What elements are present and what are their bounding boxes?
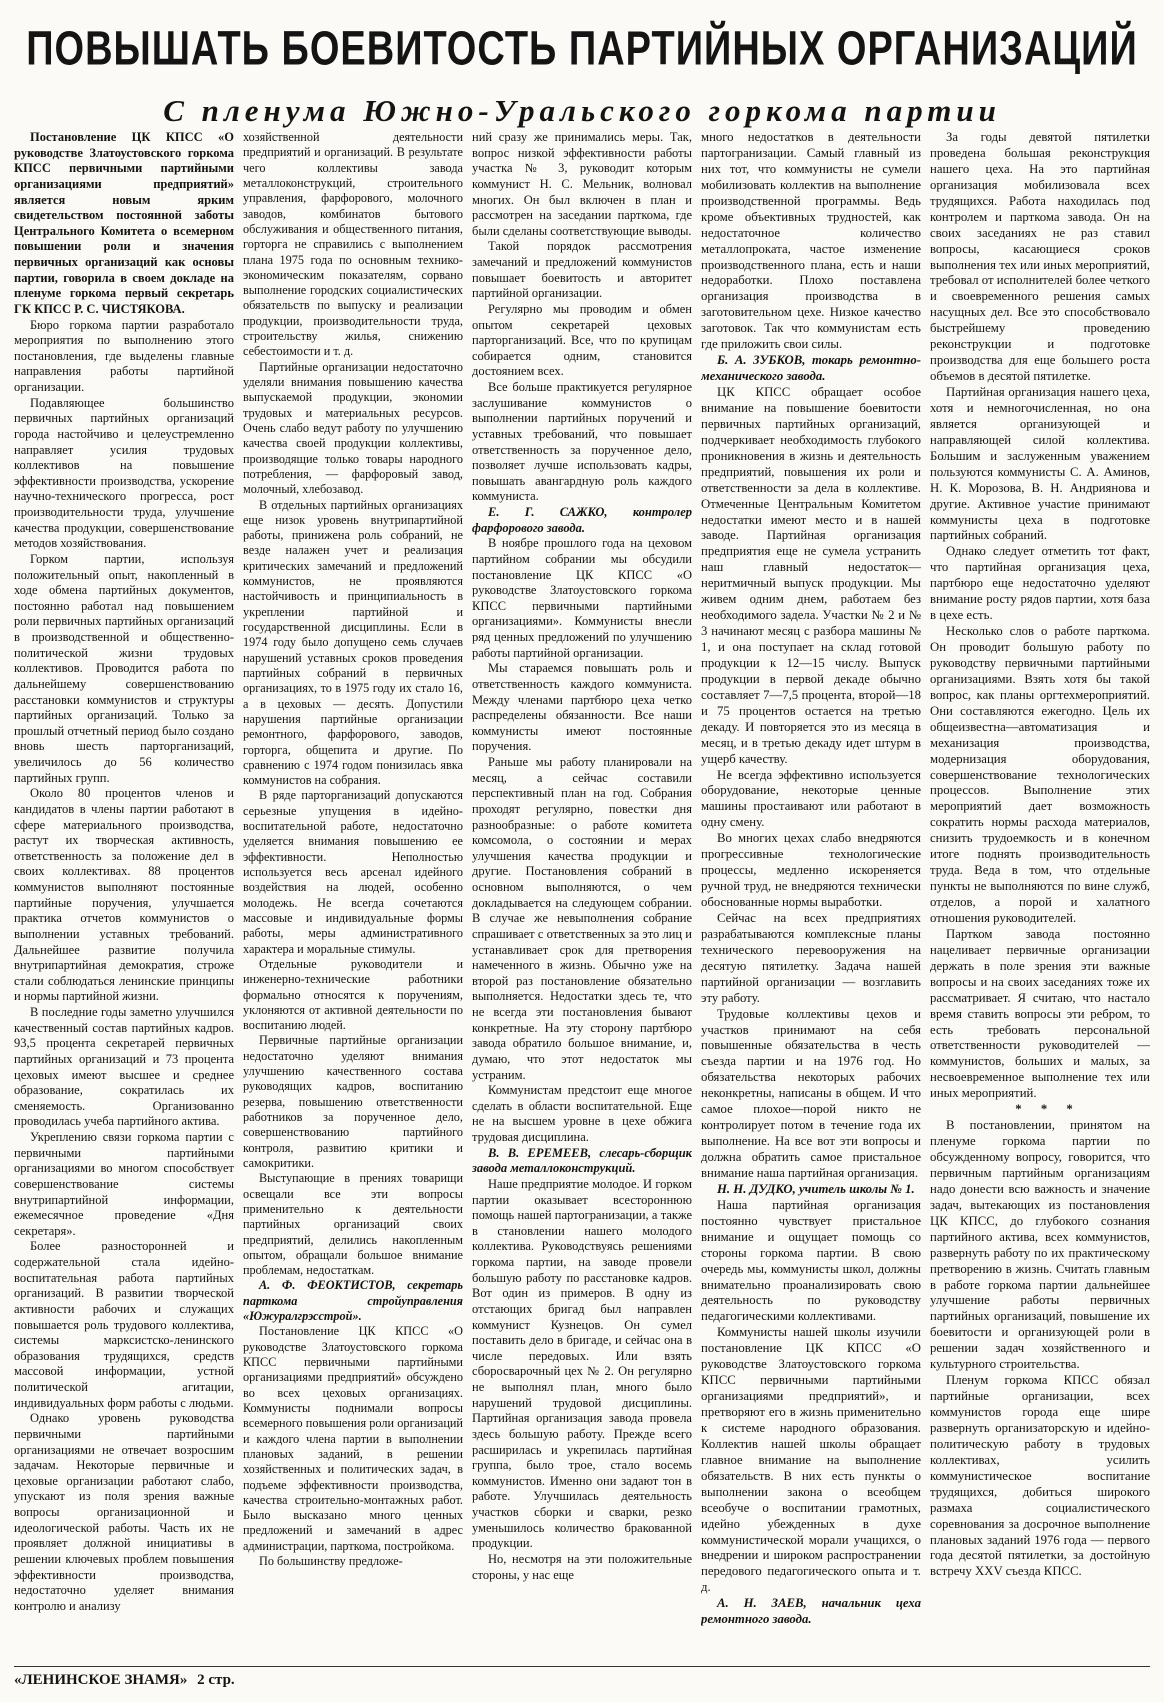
article-paragraph: Бюро горкома партии разработало мероприятия по выполнению этого постановления, где выделены главные направления работы партийной организации. [14,317,234,394]
article-paragraph: Около 80 процентов членов и кандидатов в члены партии работают в сфере материального производства, растут их творческая активность, ответственность за положение дел в своих коллективах. 88 процентов коммунистов выполняют постоянные партийные поручения, улучшается практика отчетов коммунистов о выполнении уставных требований. Дальнейшее развитие получила внутрипартийная демократия, строже стали соблюдаться ленинские принципы и нормы партийной жизни. [14,786,234,1004]
article-paragraph: много недостатков в деятельности партогранизации. Самый главный из них тот, что коммунисты не сумели мобилизовать коллектив на выполнение производственной программы. Ведь кроме объективных трудностей, как недостаточное количество металлопроката, частое изменение производственного плана, есть и наши недоработки. Плохо поставлена организация производства в заготовительном цехе. Низкое качество заготовок. Так что коммунистам есть где приложить свои силы. [701,130,921,352]
speaker-signature: Е. Г. САЖКО, контролер фарфорового завода. [472,505,692,535]
article-paragraph: Укреплению связи горкома партии с первичными партийными организациями во многом способствует совершенствование системы внутрипартийной информации, ежемесячное проведение «Дня секретаря». [14,1130,234,1238]
article-paragraph: В постановлении, принятом на пленуме горкома партии по обсужденному вопросу, говорится, что первичным партийным организациям надо донести всю важность и значение задач, вытекающих из постановления ЦК КПСС, до глубокого сознания партийного актива, всех коммунистов, развернуть работу по их практическому претворению в жизнь. Считать главным в работе горкома партии дальнейшее улучшение работы первичных партийных организаций, повышение их боевитости и организующей роли в решении задач хозяйственного и культурного строительства. [930,1118,1150,1372]
article-paragraph: Коммунистам предстоит еще многое сделать в области воспитательной. Еще не на высшем уровне в цехе обжига трудовая дисциплина. [472,1083,692,1144]
article-paragraph: Мы стараемся повышать роль и ответственность каждого коммуниста. Между членами партбюро цеха четко распределены обязанности. Все наши коммунисты имеют постоянные поручения. [472,661,692,754]
article-paragraph: В ноябре прошлого года на цеховом партийном собрании мы обсудили постановление ЦК КПСС «О руководстве Златоустовского горкома КПСС первичными партийными организациями». Коммунисты внесли ряд ценных предложений по улучшению работы партийной организации. [472,536,692,660]
article-paragraph: За годы девятой пятилетки проведена большая реконструкция нашего цеха. На это партийная организация мобилизовала всех трудящихся. Работа находилась под контролем и парткома завода. Он на своих заседаниях не раз ставил вопросы, касающиеся сроков выполнения тех или иных мероприятий, требовал от исполнителей более четкого и своевременного решения самых насущных дел. Все это способствовало быстрейшему проведению реконструкции и подготовке производства для еще большего роста объемов в десятой пятилетке. [930,130,1150,384]
speaker-signature: А. Ф. ФЕОКТИСТОВ, секретарь парткома стройуправления «Южуралгрэсстрой». [243,1278,463,1324]
article-paragraph: Во многих цехах слабо внедряются прогрессивные технологические процессы, медленно искореняется ручной труд, не внедряются технически обоснованные нормы выработки. [701,831,921,909]
article-paragraph: хозяйственной деятельности предприятий и организаций. В результате чего коллективы завода металлоконструкций, строительного управления, фарфорового, молочного заводов, комбинатов бытового обслуживания и общественного питания, горторга не справились с выполнением плана 1975 года по основным технико-экономическим показателям, сорвано выполнение городских социалистических обязательств по выпуску и реализации продукции, производительности труда, строительству жилья, снижению себестоимости и т. д. [243,130,463,359]
article-paragraph: По большинству предложе- [259,1554,403,1569]
subheadline: С пленума Южно-Уральского горкома партии [163,93,1001,128]
article-columns [14,130,1150,1656]
article-paragraph: В ряде парторганизаций допускаются серьезные упущения в идейно-воспитательной работе, недостаточно уделяется внимания повышению ее эффективности. Неполностью используется весь арсенал идейного воздействия на людей, особенно молодежь. Не всегда сочетаются массовые и индивидуальные формы работы, меры административного характера и моральные стимулы. [243,788,463,956]
column-3 [472,130,692,1656]
newspaper-name: «ЛЕНИНСКОЕ ЗНАМЯ» [14,1672,188,1688]
article-paragraph: Раньше мы работу планировали на месяц, а сейчас составили перспективный план на год. Собрания проходят регулярно, повестки дня разнообразные: о работе комитета комсомола, о состоянии и мерах улучшения качества продукции и другие. Постановления собраний в основном выполняются, о чем докладывается на следующем собрании. В случае же невыполнения собрание спрашивает с ответственных за это лиц и устанавливает срок для претворения намеченного в жизнь. Обычно уже на второй раз постановление обязательно выполняется. Недостатки здесь те, что не всегда эти постановления бывают конкретные. На эту сторону партбюро завода обратило большое внимание, и, думаю, что этот недостаток мы устраним. [472,755,692,1082]
column-4 [701,130,921,1656]
column-5 [930,130,1150,1656]
article-paragraph: Пленум горкома КПСС обязал партийные организации, всех коммунистов города еще шире развернуть организаторскую и идейно-политическую работу в трудовых коллективах, усилить коммунистическое воспитание трудящихся, добиться широкого размаха социалистического соревнования за досрочное выполнение плановых заданий 1976 года — первого года десятой пятилетки, за достойную встречу XXV съезда КПСС. [930,1373,1150,1579]
speaker-signature: Н. Н. ДУДКО, учитель школы № 1. [717,1181,915,1196]
section-divider: * * * [1015,1102,1081,1117]
page-number: 2 стр. [197,1672,235,1688]
article-paragraph: Выступающие в прениях товарищи освещали все эти вопросы применительно к деятельности партийных организаций своих предприятий, делились накопленным опытом, обращали большое внимание проблемам, недостаткам. [243,1171,463,1278]
article-paragraph: Несколько слов о работе парткома. Он проводит большую работу по руководству первичными партийными организациями. Взять хотя бы такой вопрос, как планы оргтехмероприятий. Они составляются ежегодно. Цель их общеизвестна—автоматизация и механизация производства, модернизация оборудования, совершенствование технологических процессов. Выполнение этих мероприятий дает возможность сократить нормы расхода материалов, снизить трудоемкость и в конечном итоге поднять производительность труда. Веда в том, что отдельные пункты не выполняются по вине служб, отделов, а порой и халатного отношения руководителей. [930,624,1150,925]
article-paragraph: Не всегда эффективно используется оборудование, некоторые ценные машины простаивают или работают в одну смену. [701,767,921,830]
article-paragraph: Наше предприятие молодое. И горком партии оказывает всестороннюю помощь нашей партогранизации, а также в становлении нашего молодого коллектива. Руководствуясь решениями горкома партии, на заводе провели большую работу по расстановке кадров. Вот один из примеров. В одну из отстающих бригад был направлен коммунист Кузнецов. Он сумел поставить дело в бригаде, и сейчас она в числе передовых. Или взять сборосварочный цех № 2. Он регулярно не выполнял план, много было нарушений трудовой дисциплины. Партийная организация завода провела здесь большую работу. Прежде всего расширилась и укрепилась партийная группа, было трое, стало восемь коммунистов. Именно они задают тон в работе. Улучшилась деятельность участков сборки и сварки, резко уменьшилось количество бракованной продукции. [472,1176,692,1551]
article-paragraph: Более разносторонней и содержательной стала идейно-воспитательная работа партийных организаций. В развитии творческой активности рабочих и служащих повышается роль трудового коллектива, системы марксистско-ленинского образования трудящихся, средств массовой информации, устной политической агитации, индивидуальных форм работы с людьми. [14,1239,234,1410]
article-paragraph: ЦК КПСС обращает особое внимание на повышение боевитости первичных партийных организаций, подчеркивает необходимость глубокого проникновения в жизнь и деятельность предприятий, повышения их роли и ответственности за дела в коллективе. Отмеченные Центральным Комитетом недостатки имеют место и в нашей заводе. Партийная организация предприятия еще не сумела устранить наш главный недостаток—неритмичный выпуск продукции. Мы живем одним днем, работаем без необходимого задела. Участки № 2 и № 3 начинают месяц с разбора машины № 1, и она поступает на склад готовой продукции к 12—15 числу. Выпуск продукции в первой декаде обычно составляет 7—7,5 процента, второй—18 и 75 процентов остается на третью декаду. И повторяется это из месяца в месяц, и в третью декаду идет штурм в ущерб качеству. [701,385,921,766]
page-footer [14,1666,1150,1697]
article-paragraph: Партком завода постоянно нацеливает первичные организации держать в поле зрения эти важные вопросы и на своих заседаниях тоже их рассматривает. Я считаю, что настало время ставить вопросы эти ребром, то есть требовать персональной ответственности руководителей — коммунистов, больших и малых, за несвоевременное выполнение тех или иных мероприятий. [930,926,1150,1101]
article-paragraph: Наша партийная организация постоянно чувствует пристальное внимание и ощущает помощь со стороны горкома партии. В свою очередь мы, коммунисты школ, должны внимательно проанализировать свою деятельность по руководству педагогическими коллективами. [701,1197,921,1324]
speaker-signature: А. Н. ЗАЕВ, начальник цеха ремонтного завода. [701,1596,921,1627]
article-paragraph: Все больше практикуется регулярное заслушивание коммунистов о выполнении партийных поручений и уставных требований, что повышает ответственность за порученное дело, позволяет лучше использовать кадры, повышать авангардную роль каждого коммуниста. [472,380,692,504]
column-2 [243,130,463,1656]
article-paragraph: Но, несмотря на эти положительные стороны, у нас еще [472,1551,692,1582]
article-paragraph: Коммунисты нашей школы изучили постановление ЦК КПСС «О руководстве Златоустовского горкома КПСС первичными партийными организациями предприятий», и претворяют его в жизнь применительно к системе народного образования. Коллектив нашей школы обращает главное внимание на выполнение обязательств. В них есть пункты о выполнении закона о всеобщем всеобуче о воспитании грамотных, идейно убежденных в духе коммунистической морали учащихся, о внедрении и широком распространении передового педагогического опыта и т. д. [701,1325,921,1595]
newspaper-page [0,2,1164,1702]
article-paragraph: Горком партии, используя положительный опыт, накопленный в ходе обмена партийных документов, постоянно работал над повышением роли первичных партийных организаций в производственной и общественно-политической жизни трудовых коллективов. Проводится работа по дальнейшему совершенствованию расстановки коммунистов и структуры партийных организаций. Только за прошлый отчетный период было создано вновь шесть парторганизаций, увеличилось до 56 количество партийных групп. [14,551,234,785]
article-paragraph: ний сразу же принимались меры. Так, вопрос низкой эффективности работы участка № 3, руководит которым коммунист Н. С. Мельник, волновал многих. Он был включен в план и рассмотрен на заседании парткома, где были сделаны соответствующие выводы. [472,130,692,238]
article-paragraph: Такой порядок рассмотрения замечаний и предложений коммунистов повышает боевитость и авторитет партийной организации. [472,239,692,301]
article-paragraph: Сейчас на всех предприятиях разрабатываются комплексные планы технического перевооружения на десятую пятилетку. Задача нашей партийной организации — возглавить эту работу. [701,910,921,1005]
article-paragraph: Первичные партийные организации недостаточно уделяют внимания улучшению качественного состава руководящих кадров, воспитанию резерва, повышению ответственности работников за порученное дело, совершенствованию партийного контроля, развитию критики и самокритики. [243,1033,463,1170]
lead-paragraph: Постановление ЦК КПСС «О руководстве Златоустовского горкома КПСС первичными партийными организациями предприятий» является новым ярким свидетельством постоянной заботы Центрального Комитета о всемерном повышении роли и значения первичных организаций как основы партии, говорила в своем докладе на пленуме горкома первый секретарь ГК КПСС Р. С. ЧИСТЯКОВА. [14,130,234,316]
speaker-signature: Б. А. ЗУБКОВ, токарь ремонтно-механического завода. [701,353,921,384]
speaker-signature: В. В. ЕРЕМЕЕВ, слесарь-сборщик завода металлоконструкций. [472,1145,692,1176]
article-paragraph: Однако уровень руководства первичными партийными организациями не отвечает возросшим задачам. Некоторые первичные и цеховые организации работают слабо, упускают из поля зрения важные вопросы организационной и идеологической работы. Часть их не проявляет должной инициативы в решении ключевых проблем повышения эффективности производства, недостаточно уделяет внимания контролю и анализу [14,1411,234,1613]
article-paragraph: Трудовые коллективы цехов и участков принимают на себя повышенные обязательства в честь съезда партии и на 1976 год. Но обязательства некоторых рабочих неконкретны, написаны в общем. И что самое плохое—порой никто не контролирует потом в течение года их выполнение. На все вот эти вопросы и должна обратить самое пристальное внимание наша партийная организация. [701,1006,921,1180]
column-1 [14,130,234,1656]
article-paragraph: Подавляющее большинство первичных партийных организаций города настойчиво и целеустремленно направляет усилия трудовых коллективов на повышение эффективности производства, ускорение научно-технического прогресса, рост производительности труда, улучшение качества продукции, совершенствование методов хозяйствования. [14,395,234,551]
article-paragraph: Однако следует отметить тот факт, что партийная организация цеха, партбюро еще недостаточно уделяют внимание росту рядов партии, хотя база в цехе есть. [930,544,1150,623]
article-paragraph: Регулярно мы проводим и обмен опытом секретарей цеховых парторганизаций. Все, что по крупицам собирается одним, становится достоянием всех. [472,301,692,379]
article-paragraph: Партийные организации недостаточно уделяли внимания повышению качества выпускаемой продукции, экономии трудовых и материальных ресурсов. Очень слабо ведут работу по улучшению качества своей продукции коллективы, производящие только товары народного потребления, — фарфоровый завод, молочный, хлебозавод. [243,359,463,497]
article-paragraph: Партийная организация нашего цеха, хотя и немногочисленная, но она является организующей и направляющей силой коллектива. Большим и заслуженным уважением пользуются коммунисты С. А. Аминов, Н. К. Морозова, В. Н. Андриянова и другие. Активное участие принимают коммунисты цеха в подготовке партийных собраний. [930,385,1150,543]
article-paragraph: Постановление ЦК КПСС «О руководстве Златоустовского горкома КПСС первичными партийными организациями предприятий» обсуждено во всех цеховых организациях. Коммунисты поднимали вопросы всемерного повышения роли организаций и каждого члена партии в выполнении плановых заданий, в решении хозяйственных и политических задач, в подъеме эффективности производства, качества строительно-монтажных работ. Было высказано много ценных предложений и замечаний в адрес администрации, парткома, постройкома. [243,1324,463,1553]
article-paragraph: Отдельные руководители и инженерно-технические работники формально относятся к поручениям, уклоняются от активной деятельности по воспитанию людей. [243,956,463,1033]
article-paragraph: В последние годы заметно улучшился качественный состав партийных кадров. 93,5 процента секретарей первичных партийных организаций и 73 процента цеховых имеют высшее и среднее образование, сократилась их сменяемость. Организованно проводилась учеба партийного актива. [14,1005,234,1129]
article-paragraph: В отдельных партийных организациях еще низок уровень внутрипартийной работы, принижена роль собраний, не везде налажен учет и реализация критических замечаний и предложений коммунистов, не проявляются настойчивость и принципиальность в укреплении партийной и государственной дисциплины. Если в 1974 году было допущено семь случаев нарушений уставных сроков проведения партийных собраний в первичных организациях, то в 1975 году их стало 16, а в цеховых — десять. Допустили нарушения партийные организации ремонтного, фарфорового, заводов, горторга, общепита и другие. По сравнению с 1974 годом понизилась явка коммунистов на собрания. [243,497,463,788]
headline: ПОВЫШАТЬ БОЕВИТОСТЬ ПАРТИЙНЫХ ОРГАНИЗАЦИЙ [26,22,1138,77]
